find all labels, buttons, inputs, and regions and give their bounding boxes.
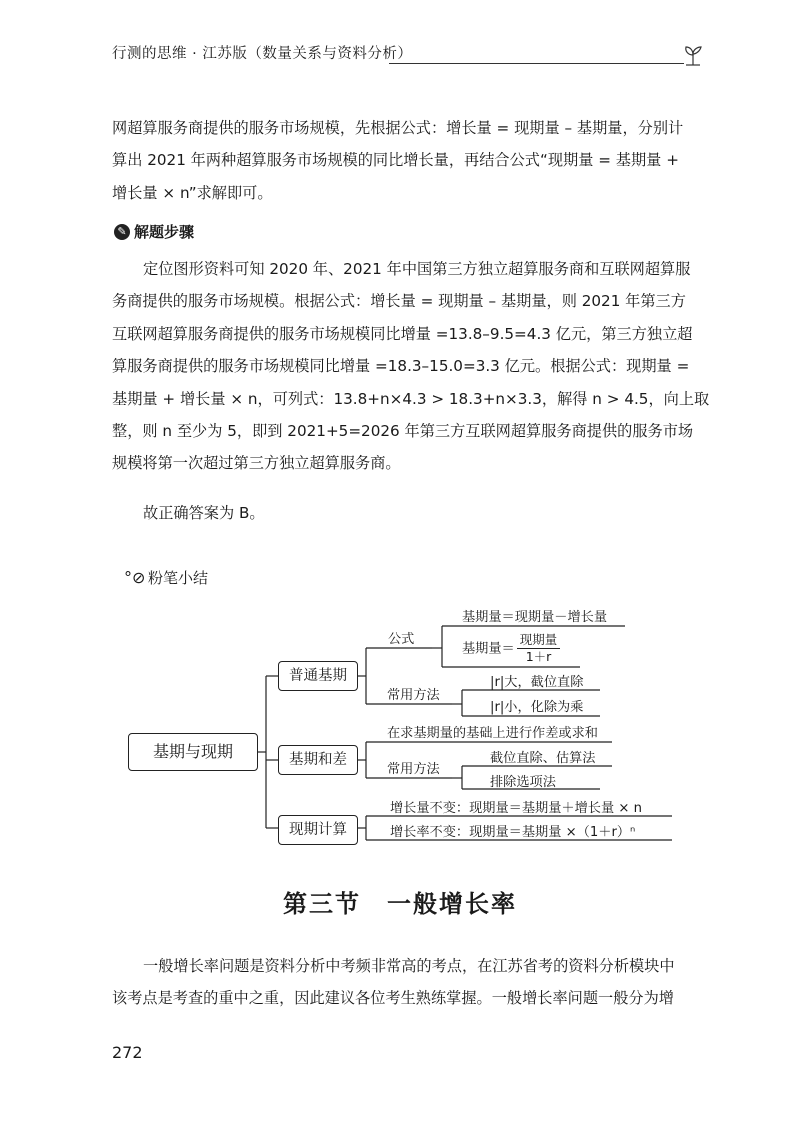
steps-icon: ✎ xyxy=(114,224,130,240)
section-paragraph xyxy=(112,950,708,1015)
formula-2-fraction xyxy=(517,632,561,665)
page-number: 272 xyxy=(112,1043,143,1062)
steps-heading: 解题步骤 xyxy=(134,223,195,241)
steps-line: 基期量 + 增长量 × n，可列式：13.8+n×4.3 > 18.3+n×3.3，解得 n > 4.5，向上取 xyxy=(112,389,710,408)
method-label-hecha: 常用方法 xyxy=(387,762,440,777)
xianqi-line-1: 增长量不变：现期量＝基期量＋增长量 × n xyxy=(390,801,642,816)
answer-line: 故正确答案为 B。 xyxy=(143,504,265,522)
steps-line: 互联网超算服务商提供的服务市场规模同比增量 =13.8–9.5=4.3 亿元，第三方独立超 xyxy=(112,324,693,343)
section-line: 一般增长率问题是资料分析中考频非常高的考点，在江苏省考的资料分析模块中 xyxy=(143,957,675,975)
formula-2 xyxy=(462,632,560,665)
formula-label: 公式 xyxy=(388,632,415,647)
formula-2-denominator: 1＋r xyxy=(525,649,552,664)
steps-line: 定位图形资料可知 2020 年、2021 年中国第三方独立超算服务商和互联网超算服 xyxy=(143,260,691,278)
steps-line: 务商提供的服务市场规模。根据公式：增长量 = 现期量 – 基期量，则 2021 年第三方 xyxy=(112,292,686,311)
method-label-putong: 常用方法 xyxy=(387,688,440,703)
steps-line: 算服务商提供的服务市场规模同比增量 =18.3–15.0=3.3 亿元。根据公式：现期量 = xyxy=(112,357,690,376)
method-putong-1: |r|大，截位直除 xyxy=(490,675,584,690)
intro-line: 算出 2021 年两种超算服务市场规模的同比增长量，再结合公式“现期量 = 基期量 + xyxy=(112,151,679,170)
section-line: 该考点是考查的重中之重，因此建议各位考生熟练掌握。一般增长率问题一般分为增 xyxy=(112,989,674,1008)
method-hecha-2: 排除选项法 xyxy=(490,775,556,790)
steps-line: 整，则 n 至少为 5，即到 2021+5=2026 年第三方互联网超算服务商提供的服务市场 xyxy=(112,422,694,441)
summary-heading: 粉笔小结 xyxy=(148,569,209,587)
formula-2-numerator: 现期量 xyxy=(517,632,561,649)
mindmap-root: 基期与现期 xyxy=(128,733,258,771)
formula-2-prefix: 基期量＝ xyxy=(462,641,515,657)
method-putong-2: |r|小，化除为乘 xyxy=(490,700,584,715)
node-putong: 普通基期 xyxy=(278,661,358,691)
section-title: 第三节 一般增长率 xyxy=(283,890,517,918)
xianqi-line-2: 增长率不变：现期量＝基期量 ×（1＋r）ⁿ xyxy=(390,825,636,840)
formula-1: 基期量＝现期量－增长量 xyxy=(462,610,608,625)
intro-line: 网超算服务商提供的服务市场规模，先根据公式：增长量 = 现期量 – 基期量，分别计 xyxy=(112,119,684,137)
intro-line: 增长量 × n”求解即可。 xyxy=(112,183,273,202)
running-header: 行测的思维 · 江苏版（数量关系与资料分析） xyxy=(112,46,413,62)
node-hecha: 基期和差 xyxy=(278,745,358,775)
node-xianqi: 现期计算 xyxy=(278,815,358,845)
chalk-icon: °⊘ xyxy=(124,568,146,587)
method-hecha-1: 截位直除、估算法 xyxy=(490,751,596,766)
hecha-line-1: 在求基期量的基础上进行作差或求和 xyxy=(387,726,598,741)
steps-line: 规模将第一次超过第三方独立超算服务商。 xyxy=(112,454,401,473)
